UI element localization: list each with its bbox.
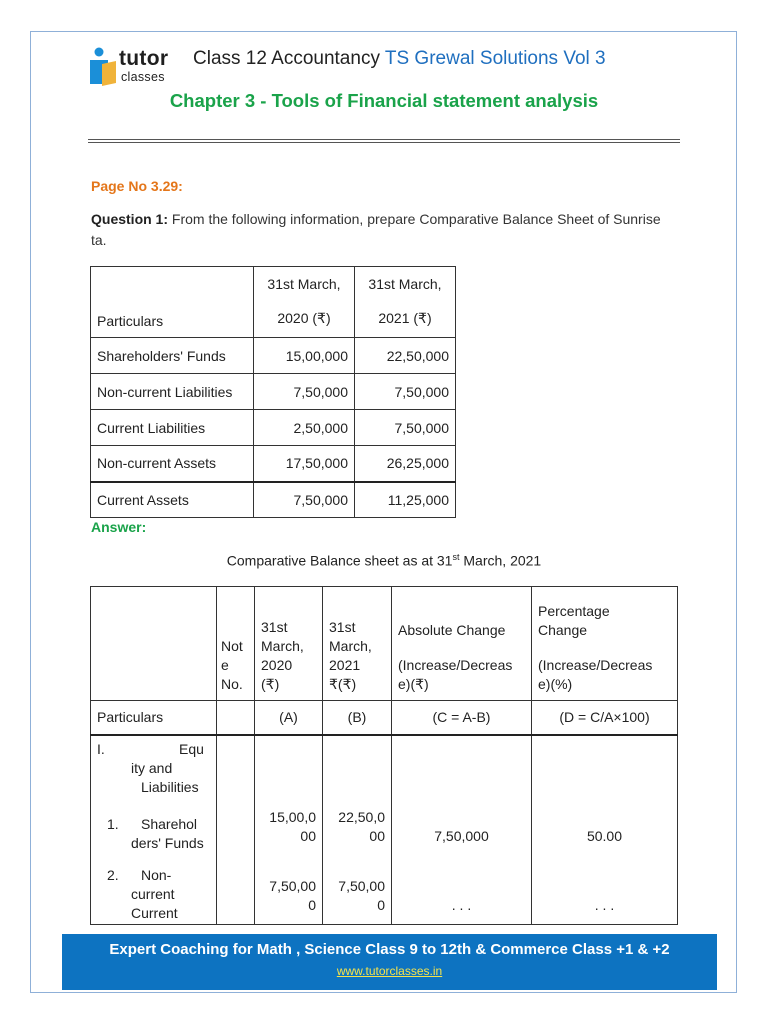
answer-label: Answer:	[91, 519, 147, 535]
question-body: From the following information, prepare Comparative Balance Sheet of Sunrise ta.	[91, 211, 661, 248]
cbs-label-c: (C = A-B)	[392, 701, 532, 735]
item2-value-2021-2: 0	[377, 896, 385, 913]
col-2020	[254, 267, 355, 338]
item1-value-2020-2: 00	[300, 827, 316, 844]
item1-label-2: ders' Funds	[131, 834, 204, 851]
given-data-table	[90, 266, 456, 518]
item1-label-1: Sharehol	[141, 815, 198, 832]
cbs-2020-cell	[255, 735, 323, 925]
cbs-header-row	[91, 587, 678, 701]
cbs-col-note-1: Not	[221, 638, 243, 654]
cbs-col-percentage-3: (Increase/Decreas	[538, 657, 653, 673]
cbs-title-sup: st	[452, 552, 460, 562]
cbs-label-b: (B)	[323, 701, 392, 735]
cbs-particulars-cell	[91, 735, 217, 925]
table-header-row	[91, 267, 456, 338]
row-label: Non-current Assets	[91, 446, 254, 482]
section-label-3: Liabilities	[141, 778, 199, 795]
cbs-particulars-label: Particulars	[91, 701, 217, 735]
item2-number: 2.	[107, 866, 119, 883]
question-label: Question 1:	[91, 211, 169, 227]
row-label: Current Liabilities	[91, 410, 254, 446]
cbs-2021-cell	[323, 735, 392, 925]
cbs-label-a: (A)	[255, 701, 323, 735]
cbs-note-cell	[217, 735, 255, 925]
item2-value-2020-1: 7,50,00	[269, 877, 316, 894]
item1-number: 1.	[107, 815, 119, 832]
cbs-col-particulars-blank	[91, 587, 217, 701]
table-row	[91, 482, 456, 518]
cbs-col-2021-1: 31st	[329, 619, 356, 635]
item1-value-2020	[269, 808, 316, 846]
row-label: Non-current Liabilities	[91, 374, 254, 410]
col-2020-line2: 2020 (₹)	[277, 310, 331, 326]
logo-subword: classes	[121, 70, 165, 84]
cbs-col-percentage-4: e)(%)	[538, 676, 573, 692]
header-title-main: Class 12 Accountancy	[193, 48, 385, 69]
header-title	[193, 48, 606, 70]
header-rule-top	[88, 139, 680, 140]
cbs-body-row	[91, 735, 678, 925]
section-label-1: Equ	[179, 740, 204, 757]
row-value-2020: 7,50,000	[254, 374, 355, 410]
header-title-sub: TS Grewal Solutions Vol 3	[384, 48, 606, 69]
col-2021-line1: 31st March,	[368, 276, 442, 292]
cbs-col-2021-2: March,	[329, 638, 372, 654]
col-particulars: Particulars	[91, 267, 254, 338]
comparative-balance-sheet-table	[90, 586, 678, 925]
row-value-2020: 17,50,000	[254, 446, 355, 482]
cbs-col-note-2: e	[221, 657, 229, 673]
item1-value-2020-1: 15,00,0	[269, 808, 316, 825]
row-label: Current Assets	[91, 482, 254, 518]
cbs-note-blank	[217, 701, 255, 735]
item1-percentage-change: 50.00	[586, 827, 623, 844]
cbs-col-2020-1: 31st	[261, 619, 288, 635]
cbs-col-2020-4: (₹)	[261, 676, 280, 692]
cbs-subheader-row	[91, 701, 678, 735]
item1-value-2021-1: 22,50,0	[338, 808, 385, 825]
table-row	[91, 338, 456, 374]
cbs-percentage-cell	[532, 735, 678, 925]
row-value-2021: 26,25,000	[355, 446, 456, 482]
row-value-2020: 15,00,000	[254, 338, 355, 374]
footer-website-link[interactable]: www.tutorclasses.in	[336, 964, 443, 978]
col-2021-line2: 2021 (₹)	[378, 310, 432, 326]
cbs-title-post: March, 2021	[459, 552, 542, 569]
cbs-col-2021	[323, 587, 392, 701]
cbs-col-absolute-2: (Increase/Decreas	[398, 657, 513, 673]
item2-percentage-change: . . .	[594, 896, 615, 913]
comparative-balance-sheet-title	[0, 552, 768, 569]
cbs-col-2021-3: 2021	[329, 657, 361, 673]
cbs-col-absolute-3: e)(₹)	[398, 676, 429, 692]
cbs-title-pre: Comparative Balance sheet as at 31	[226, 552, 453, 569]
cbs-col-2020-3: 2020	[261, 657, 293, 673]
row-value-2021: 7,50,000	[355, 374, 456, 410]
col-2021	[355, 267, 456, 338]
page-number: Page No 3.29:	[91, 178, 183, 194]
cbs-col-absolute	[392, 587, 532, 701]
cbs-col-2021-4: ₹(₹)	[329, 676, 357, 692]
table-row	[91, 446, 456, 482]
item2-absolute-change: . . .	[451, 896, 472, 913]
cbs-col-absolute-1: Absolute Change	[398, 622, 506, 638]
section-number: I.	[97, 740, 105, 757]
chapter-title: Chapter 3 - Tools of Financial statement analysis	[169, 90, 599, 111]
cbs-col-percentage	[532, 587, 678, 701]
logo-figure-icon	[88, 46, 118, 86]
row-value-2021: 11,25,000	[355, 482, 456, 518]
item2-label-1: Non-	[141, 866, 172, 883]
row-value-2020: 2,50,000	[254, 410, 355, 446]
item1-absolute-change: 7,50,000	[434, 827, 489, 844]
question-text	[91, 209, 671, 251]
col-2020-line1: 31st March,	[267, 276, 341, 292]
tutor-classes-logo	[88, 46, 188, 88]
item2-value-2020-2: 0	[308, 896, 316, 913]
logo-word: tutor	[119, 47, 169, 70]
row-label: Shareholders' Funds	[91, 338, 254, 374]
row-value-2020: 7,50,000	[254, 482, 355, 518]
row-value-2021: 7,50,000	[355, 410, 456, 446]
cbs-col-note	[217, 587, 255, 701]
header-rule-bottom	[88, 142, 680, 143]
item2-label-3: Current	[131, 904, 178, 921]
cbs-col-2020	[255, 587, 323, 701]
cbs-absolute-cell	[392, 735, 532, 925]
item1-value-2021	[338, 808, 385, 846]
item2-value-2020	[269, 877, 316, 915]
item2-value-2021	[338, 877, 385, 915]
table-row	[91, 410, 456, 446]
cbs-col-2020-2: March,	[261, 638, 304, 654]
cbs-col-note-3: No.	[221, 676, 243, 692]
cbs-col-percentage-2: Change	[538, 622, 588, 638]
row-value-2021: 22,50,000	[355, 338, 456, 374]
item2-label-2: current	[131, 885, 175, 902]
footer-banner	[62, 934, 717, 990]
section-label-2: ity and	[131, 759, 173, 776]
item2-value-2021-1: 7,50,00	[338, 877, 385, 894]
footer-banner-text: Expert Coaching for Math , Science Class 9 to 12th & Commerce Class +1 & +2	[109, 941, 670, 958]
cbs-label-d: (D = C/A×100)	[532, 701, 678, 735]
table-row	[91, 374, 456, 410]
cbs-col-percentage-1: Percentage	[538, 603, 610, 619]
item1-value-2021-2: 00	[369, 827, 385, 844]
